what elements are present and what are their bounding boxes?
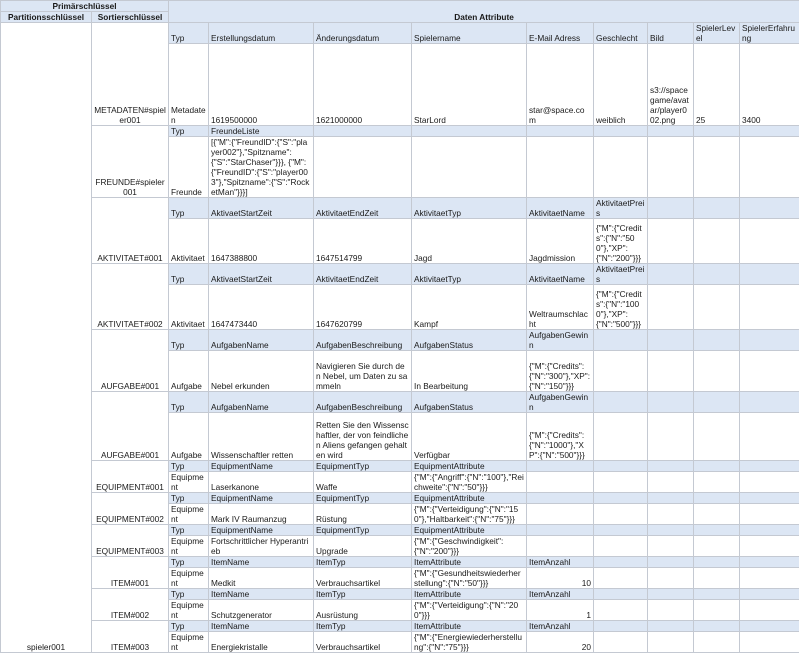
attribute-name-cell[interactable]: Bild	[648, 23, 694, 44]
attribute-name-cell[interactable]	[594, 493, 648, 504]
sort-key-cell[interactable]: AKTIVITAET#001	[92, 198, 169, 264]
attribute-name-row	[1, 330, 799, 351]
attribute-value-cell[interactable]	[594, 351, 648, 392]
attribute-name-row	[1, 264, 799, 285]
attribute-value-cell[interactable]: Jagdmission	[527, 219, 594, 264]
attribute-name-cell[interactable]: Typ	[169, 525, 209, 536]
sort-key-cell[interactable]: AKTIVITAET#002	[92, 264, 169, 330]
attribute-name-cell[interactable]: FreundeListe	[209, 126, 314, 137]
attribute-name-row	[1, 557, 799, 568]
attribute-value-cell[interactable]: Ausrüstung	[314, 600, 412, 621]
attribute-value-cell[interactable]: 1647388800	[209, 219, 314, 264]
attribute-value-cell[interactable]: Verbrauchsartikel	[314, 568, 412, 589]
attribute-name-cell[interactable]: Typ	[169, 621, 209, 632]
attribute-value-cell[interactable]	[740, 472, 799, 493]
attribute-name-cell[interactable]	[740, 126, 799, 137]
attribute-name-cell[interactable]	[694, 392, 740, 413]
attribute-value-cell[interactable]: 1619500000	[209, 44, 314, 126]
attribute-value-cell[interactable]: Verfügbar	[412, 413, 527, 461]
attribute-value-cell[interactable]: 1647473440	[209, 285, 314, 330]
attribute-value-cell[interactable]: Upgrade	[314, 536, 412, 557]
attribute-name-cell[interactable]	[527, 126, 594, 137]
attribute-value-cell[interactable]: Aktivitaet	[169, 285, 209, 330]
attribute-value-cell[interactable]	[648, 472, 694, 493]
attribute-value-cell[interactable]: Energiekristalle	[209, 632, 314, 653]
attribute-name-row	[1, 392, 799, 413]
sort-key-cell[interactable]: ITEM#001	[92, 557, 169, 589]
attribute-value-cell[interactable]: {"M":{"Credits":{"N":"300"},"XP":{"N":"150"}}}	[527, 351, 594, 392]
sort-key-cell[interactable]: FREUNDE#spieler001	[92, 126, 169, 198]
attribute-name-cell[interactable]	[740, 330, 799, 351]
sort-key-cell[interactable]: METADATEN#spieler001	[92, 23, 169, 126]
attribute-name-cell[interactable]: Typ	[169, 392, 209, 413]
attribute-name-cell[interactable]: AufgabenName	[209, 330, 314, 351]
attribute-value-cell[interactable]: Wissenschaftler retten	[209, 413, 314, 461]
attribute-name-cell[interactable]	[694, 589, 740, 600]
attribute-value-cell[interactable]: Schutzgenerator	[209, 600, 314, 621]
attribute-name-cell[interactable]: SpielerLevel	[694, 23, 740, 44]
attribute-name-cell[interactable]: ItemName	[209, 557, 314, 568]
attribute-name-cell[interactable]: Änderungsdatum	[314, 23, 412, 44]
attribute-name-cell[interactable]: AufgabenBeschreibung	[314, 392, 412, 413]
attribute-value-cell[interactable]: Metadaten	[169, 44, 209, 126]
attribute-value-cell[interactable]	[648, 632, 694, 653]
attribute-name-cell[interactable]	[740, 589, 799, 600]
attribute-name-cell[interactable]	[648, 264, 694, 285]
attribute-value-cell[interactable]: Navigieren Sie durch den Nebel, um Daten zu sammeln	[314, 351, 412, 392]
attribute-name-cell[interactable]	[594, 525, 648, 536]
attribute-name-cell[interactable]: AufgabenStatus	[412, 392, 527, 413]
attribute-value-cell[interactable]	[648, 137, 694, 198]
attribute-name-cell[interactable]	[694, 461, 740, 472]
attribute-value-cell[interactable]: Jagd	[412, 219, 527, 264]
attribute-name-cell[interactable]	[594, 392, 648, 413]
attribute-name-cell[interactable]	[527, 461, 594, 472]
attribute-value-cell[interactable]	[314, 137, 412, 198]
attribute-value-cell[interactable]: Retten Sie den Wissenschaftler, der von feindlichen Aliens gefangen gehalten wird	[314, 413, 412, 461]
attribute-name-cell[interactable]: ItemAnzahl	[527, 557, 594, 568]
attribute-value-cell[interactable]: {"M":{"Credits":{"N":"500"},"XP":{"N":"200"}}}	[594, 219, 648, 264]
attribute-name-cell[interactable]	[740, 198, 799, 219]
attribute-name-cell[interactable]	[412, 126, 527, 137]
attribute-name-cell[interactable]	[648, 198, 694, 219]
attribute-name-cell[interactable]: ItemName	[209, 589, 314, 600]
attribute-value-cell[interactable]: Medkit	[209, 568, 314, 589]
attribute-name-cell[interactable]: Typ	[169, 23, 209, 44]
attribute-value-cell[interactable]	[694, 536, 740, 557]
attribute-name-cell[interactable]: ItemAttribute	[412, 557, 527, 568]
attribute-value-cell[interactable]	[648, 351, 694, 392]
attribute-name-cell[interactable]: Typ	[169, 264, 209, 285]
attribute-value-cell[interactable]: {"M":{"Credits":{"N":"1000"},"XP":{"N":"500"}}}	[527, 413, 594, 461]
attribute-name-cell[interactable]	[314, 126, 412, 137]
attribute-value-cell[interactable]: 3400	[740, 44, 799, 126]
attribute-name-cell[interactable]	[694, 126, 740, 137]
attribute-name-cell[interactable]: EquipmentName	[209, 493, 314, 504]
sort-key-cell[interactable]: AUFGABE#001	[92, 330, 169, 392]
attribute-value-cell[interactable]	[740, 504, 799, 525]
attribute-value-cell[interactable]	[594, 137, 648, 198]
attribute-name-cell[interactable]	[648, 557, 694, 568]
attribute-name-cell[interactable]: AktivitaetEndZeit	[314, 264, 412, 285]
attribute-name-cell[interactable]: AufgabenBeschreibung	[314, 330, 412, 351]
attribute-value-cell[interactable]: Laserkanone	[209, 472, 314, 493]
attribute-value-cell[interactable]	[740, 536, 799, 557]
attribute-value-cell[interactable]	[648, 600, 694, 621]
attribute-value-cell[interactable]: Waffe	[314, 472, 412, 493]
attribute-value-cell[interactable]: {"M":{"Verteidigung":{"N":"150"},"Haltbarkeit":{"N":"75"}}}	[412, 504, 527, 525]
attribute-name-cell[interactable]	[648, 493, 694, 504]
attribute-value-cell[interactable]: 1647514799	[314, 219, 412, 264]
attribute-name-row	[1, 589, 799, 600]
attribute-name-cell[interactable]	[694, 621, 740, 632]
attribute-name-cell[interactable]	[740, 621, 799, 632]
attribute-value-cell[interactable]	[740, 632, 799, 653]
attribute-name-row	[1, 621, 799, 632]
attribute-value-cell[interactable]: {"M":{"Gesundheitswiederherstellung":{"N":"50"}}}	[412, 568, 527, 589]
attribute-value-cell[interactable]: Equipment	[169, 632, 209, 653]
attribute-name-cell[interactable]	[740, 525, 799, 536]
attribute-value-cell[interactable]	[694, 137, 740, 198]
attribute-name-cell[interactable]: E-Mail Adress	[527, 23, 594, 44]
attribute-value-cell[interactable]: Freunde	[169, 137, 209, 198]
attribute-name-cell[interactable]	[594, 126, 648, 137]
attribute-value-cell[interactable]	[594, 504, 648, 525]
attribute-name-cell[interactable]: AktivitaetName	[527, 264, 594, 285]
attribute-value-cell[interactable]	[648, 219, 694, 264]
attribute-name-cell[interactable]	[527, 525, 594, 536]
attribute-name-cell[interactable]: ItemName	[209, 621, 314, 632]
attribute-value-cell[interactable]	[740, 285, 799, 330]
attribute-value-cell[interactable]	[694, 568, 740, 589]
attribute-name-cell[interactable]	[648, 461, 694, 472]
attribute-name-cell[interactable]	[740, 557, 799, 568]
sort-key-cell[interactable]: ITEM#002	[92, 589, 169, 621]
attribute-value-cell[interactable]	[740, 413, 799, 461]
attribute-value-cell[interactable]: {"M":{"Energiewiederherstellung":{"N":"75"}}}	[412, 632, 527, 653]
attribute-value-cell[interactable]: In Bearbeitung	[412, 351, 527, 392]
attribute-name-cell[interactable]: Typ	[169, 589, 209, 600]
attribute-name-cell[interactable]: Typ	[169, 330, 209, 351]
attribute-value-cell[interactable]	[648, 285, 694, 330]
attribute-name-row	[1, 525, 799, 536]
attribute-value-cell[interactable]	[594, 600, 648, 621]
sort-key-header[interactable]: Sortierschlüssel	[92, 12, 169, 23]
sort-key-cell[interactable]: EQUIPMENT#003	[92, 525, 169, 557]
attribute-name-cell[interactable]: ItemTyp	[314, 557, 412, 568]
attribute-name-cell[interactable]	[594, 621, 648, 632]
attribute-value-cell[interactable]	[594, 536, 648, 557]
attribute-name-cell[interactable]	[740, 493, 799, 504]
attribute-value-cell[interactable]	[740, 568, 799, 589]
attribute-value-cell[interactable]	[740, 600, 799, 621]
attribute-value-cell[interactable]: Mark IV Raumanzug	[209, 504, 314, 525]
attribute-value-cell[interactable]: Aufgabe	[169, 351, 209, 392]
primary-key-header[interactable]: Primärschlüssel	[1, 1, 169, 12]
attribute-value-cell[interactable]: Aktivitaet	[169, 219, 209, 264]
attribute-name-row	[1, 461, 799, 472]
attribute-value-cell[interactable]	[594, 472, 648, 493]
attribute-value-cell[interactable]	[740, 219, 799, 264]
attribute-value-cell[interactable]: 20	[527, 632, 594, 653]
attribute-value-cell[interactable]: Rüstung	[314, 504, 412, 525]
attribute-value-cell[interactable]: 1	[527, 600, 594, 621]
attribute-name-cell[interactable]	[694, 525, 740, 536]
attribute-name-cell[interactable]: EquipmentAttribute	[412, 525, 527, 536]
attribute-name-cell[interactable]: Typ	[169, 557, 209, 568]
attribute-value-cell[interactable]: Fortschrittlicher Hyperantrieb	[209, 536, 314, 557]
attribute-name-cell[interactable]: AktivitaetTyp	[412, 198, 527, 219]
attribute-name-cell[interactable]	[594, 330, 648, 351]
attribute-name-cell[interactable]	[740, 461, 799, 472]
attribute-name-cell[interactable]	[594, 461, 648, 472]
attribute-name-cell[interactable]: AktivaetStartZeit	[209, 264, 314, 285]
attribute-name-cell[interactable]	[648, 126, 694, 137]
attribute-value-cell[interactable]: star@space.com	[527, 44, 594, 126]
data-attributes-header[interactable]: Daten Attribute	[169, 1, 799, 23]
attribute-value-cell[interactable]: {"M":{"Credits":{"N":"1000"},"XP":{"N":"500"}}}	[594, 285, 648, 330]
attribute-value-cell[interactable]: Aufgabe	[169, 413, 209, 461]
attribute-name-cell[interactable]: ItemAttribute	[412, 621, 527, 632]
attribute-name-cell[interactable]: AktivitaetEndZeit	[314, 198, 412, 219]
attribute-value-cell[interactable]	[594, 413, 648, 461]
attribute-name-cell[interactable]: EquipmentAttribute	[412, 493, 527, 504]
attribute-name-cell[interactable]: ItemTyp	[314, 589, 412, 600]
attribute-value-cell[interactable]: Verbrauchsartikel	[314, 632, 412, 653]
attribute-name-cell[interactable]: Erstellungsdatum	[209, 23, 314, 44]
attribute-name-cell[interactable]	[648, 621, 694, 632]
attribute-name-cell[interactable]	[594, 557, 648, 568]
attribute-name-cell[interactable]	[740, 392, 799, 413]
attribute-name-cell[interactable]: EquipmentTyp	[314, 525, 412, 536]
attribute-value-cell[interactable]	[527, 472, 594, 493]
attribute-name-cell[interactable]: AktivitaetPreis	[594, 264, 648, 285]
partition-key-cell[interactable]: spieler001	[1, 23, 92, 653]
attribute-name-row	[1, 126, 799, 137]
attribute-name-cell[interactable]: ItemAnzahl	[527, 621, 594, 632]
attribute-name-cell[interactable]	[648, 589, 694, 600]
attribute-value-cell[interactable]	[594, 568, 648, 589]
attribute-name-cell[interactable]: Typ	[169, 493, 209, 504]
attribute-name-cell[interactable]: EquipmentTyp	[314, 461, 412, 472]
attribute-value-cell[interactable]: {"M":{"Verteidigung":{"N":"200"}}}	[412, 600, 527, 621]
attribute-value-cell[interactable]: Equipment	[169, 536, 209, 557]
attribute-value-cell[interactable]: weiblich	[594, 44, 648, 126]
attribute-value-cell[interactable]	[527, 504, 594, 525]
attribute-name-row	[1, 23, 799, 44]
sort-key-cell[interactable]: AUFGABE#001	[92, 392, 169, 461]
attribute-name-cell[interactable]: Typ	[169, 461, 209, 472]
attribute-name-cell[interactable]: EquipmentName	[209, 461, 314, 472]
attribute-name-cell[interactable]	[648, 330, 694, 351]
attribute-name-cell[interactable]: EquipmentAttribute	[412, 461, 527, 472]
attribute-value-cell[interactable]	[648, 536, 694, 557]
attribute-name-cell[interactable]: AktivaetStartZeit	[209, 198, 314, 219]
attribute-value-cell[interactable]	[694, 413, 740, 461]
attribute-name-cell[interactable]: Typ	[169, 126, 209, 137]
attribute-value-cell[interactable]	[694, 600, 740, 621]
attribute-name-cell[interactable]: AktivitaetName	[527, 198, 594, 219]
attribute-name-cell[interactable]	[648, 525, 694, 536]
attribute-name-cell[interactable]: EquipmentName	[209, 525, 314, 536]
attribute-value-cell[interactable]: 10	[527, 568, 594, 589]
attribute-value-cell[interactable]	[648, 568, 694, 589]
attribute-value-cell[interactable]	[694, 285, 740, 330]
sort-key-cell[interactable]: EQUIPMENT#002	[92, 493, 169, 525]
attribute-value-cell[interactable]: Equipment	[169, 568, 209, 589]
attribute-name-cell[interactable]: SpielerErfahrung	[740, 23, 799, 44]
attribute-name-cell[interactable]	[648, 392, 694, 413]
attribute-value-cell[interactable]: 1621000000	[314, 44, 412, 126]
partition-key-header[interactable]: Partitionsschlüssel	[1, 12, 92, 23]
attribute-name-cell[interactable]: ItemAttribute	[412, 589, 527, 600]
attribute-value-cell[interactable]: Equipment	[169, 472, 209, 493]
attribute-name-cell[interactable]	[694, 493, 740, 504]
attribute-name-cell[interactable]: EquipmentTyp	[314, 493, 412, 504]
attribute-name-cell[interactable]: ItemAnzahl	[527, 589, 594, 600]
attribute-name-cell[interactable]: Geschlecht	[594, 23, 648, 44]
attribute-value-cell[interactable]: StarLord	[412, 44, 527, 126]
attribute-name-cell[interactable]	[740, 264, 799, 285]
attribute-name-cell[interactable]: AktivitaetTyp	[412, 264, 527, 285]
attribute-value-cell[interactable]: [{"M":{"FreundID":{"S":"player002"},"Spitzname":{"S":"StarChaser"}}}, {"M":{"FreundID":{"S":"player003"},"Spitzname":{"S":"RocketMan"}}}]	[209, 137, 314, 198]
attribute-name-cell[interactable]	[527, 493, 594, 504]
attribute-value-cell[interactable]	[740, 137, 799, 198]
attribute-value-cell[interactable]	[694, 504, 740, 525]
attribute-value-cell[interactable]	[648, 413, 694, 461]
attribute-value-cell[interactable]: Nebel erkunden	[209, 351, 314, 392]
attribute-value-cell[interactable]: Equipment	[169, 504, 209, 525]
attribute-value-cell[interactable]: 1647620799	[314, 285, 412, 330]
attribute-name-cell[interactable]: ItemTyp	[314, 621, 412, 632]
attribute-name-cell[interactable]	[694, 330, 740, 351]
attribute-value-cell[interactable]: s3://spacegame/avatar/player002.png	[648, 44, 694, 126]
sort-key-cell[interactable]: EQUIPMENT#001	[92, 461, 169, 493]
attribute-name-row	[1, 493, 799, 504]
attribute-value-cell[interactable]	[648, 504, 694, 525]
attribute-value-cell[interactable]	[694, 219, 740, 264]
attribute-name-cell[interactable]: AktivitaetPreis	[594, 198, 648, 219]
attribute-name-cell[interactable]	[694, 198, 740, 219]
attribute-value-cell[interactable]	[694, 632, 740, 653]
attribute-name-cell[interactable]: Spielername	[412, 23, 527, 44]
attribute-value-cell[interactable]: {"M":{"Geschwindigkeit":{"N":"200"}}}	[412, 536, 527, 557]
attribute-value-cell[interactable]	[527, 536, 594, 557]
attribute-name-cell[interactable]: AufgabenName	[209, 392, 314, 413]
attribute-name-cell[interactable]: AufgabenGewinn	[527, 392, 594, 413]
attribute-name-cell[interactable]	[694, 264, 740, 285]
attribute-value-cell[interactable]	[694, 351, 740, 392]
attribute-name-cell[interactable]: AufgabenStatus	[412, 330, 527, 351]
attribute-value-cell[interactable]	[412, 137, 527, 198]
attribute-value-cell[interactable]	[694, 472, 740, 493]
attribute-value-cell[interactable]: Kampf	[412, 285, 527, 330]
attribute-name-cell[interactable]	[694, 557, 740, 568]
attribute-value-cell[interactable]: Equipment	[169, 600, 209, 621]
sort-key-cell[interactable]: ITEM#003	[92, 621, 169, 653]
attribute-value-cell[interactable]: {"M":{"Angriff":{"N":"100"},"Reichweite":{"N":"50"}}}	[412, 472, 527, 493]
attribute-name-cell[interactable]: Typ	[169, 198, 209, 219]
attribute-value-cell[interactable]	[594, 632, 648, 653]
attribute-value-cell[interactable]	[740, 351, 799, 392]
attribute-name-cell[interactable]	[594, 589, 648, 600]
attribute-name-row	[1, 198, 799, 219]
attribute-value-cell[interactable]: Weltraumschlacht	[527, 285, 594, 330]
attribute-name-cell[interactable]: AufgabenGewinn	[527, 330, 594, 351]
attribute-value-cell[interactable]	[527, 137, 594, 198]
attribute-value-cell[interactable]: 25	[694, 44, 740, 126]
